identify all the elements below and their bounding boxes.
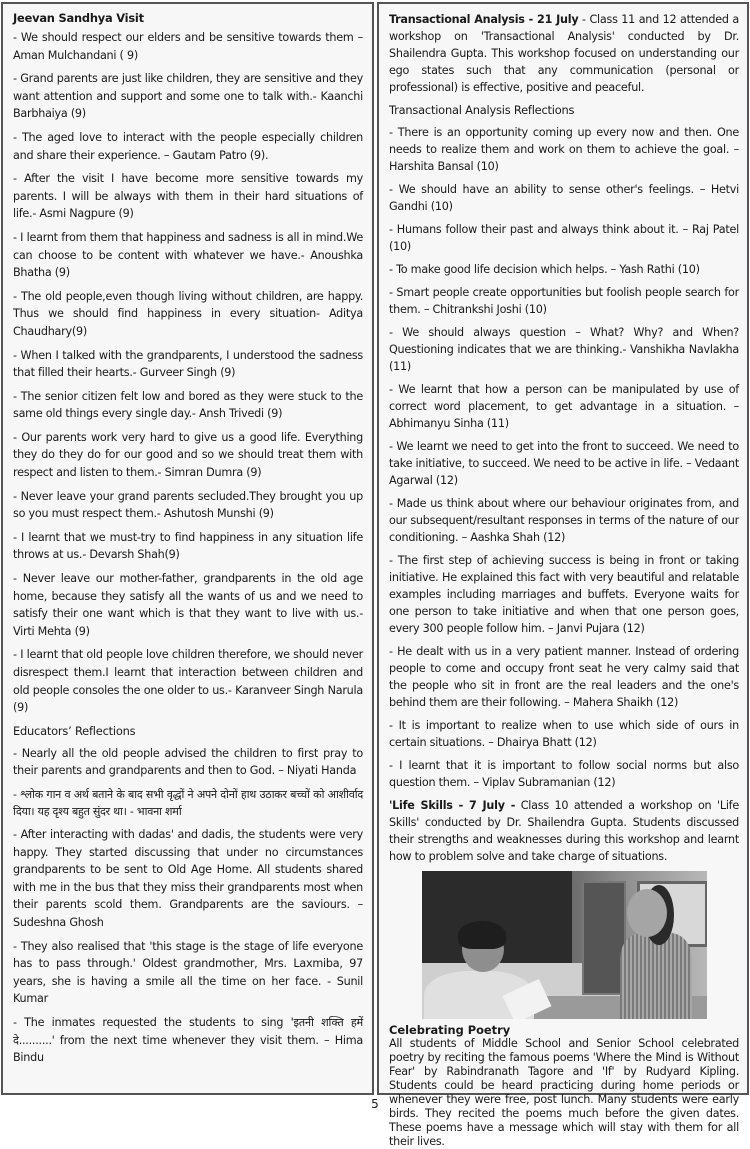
life-skills-intro [389, 797, 739, 865]
ta-reflection-item: - We should always question – What? Why? and When? Questioning indicates that we are thinking.- Vanshikha Navlakha (11) [389, 326, 739, 373]
reflection-item: - Our parents work very hard to give us a good life. Everything they do they do for our good and so we should treat them with respect and listen to them.- Simran Dumra (9) [13, 430, 363, 480]
right-column [377, 2, 749, 1148]
ta-reflection-item: - Humans follow their past and always think about it. – Raj Patel (10) [389, 223, 739, 253]
student-figure [620, 933, 692, 1019]
transactional-analysis-description: - Class 11 and 12 attended a workshop on 'Transactional Analysis' conducted by Dr. Shailendra Gupta. This workshop focused on understanding our ego states such that any communication (personal or professional) is effective, positive and peaceful. [389, 13, 739, 94]
section-title-celebrating-poetry: Celebrating Poetry [389, 1023, 511, 1037]
reflection-item: - Grand parents are just like children, they are sensitive and they want attention and support and some one to talk with.- Kaanchi Barbhaiya (9) [13, 72, 363, 121]
celebrating-poetry-text: All students of Middle School and Senior School celebrated poetry by reciting the famous poems 'Where the Mind is Without Fear' by Rabindranath Tagore and 'If' by Rudyard Kipling. Students could be heard practicing during home periods or whenever they were free, post lunch. Many students were early birds. They recited the poems much before the given dates. These poems have a message which will stay with them for all their lives. [389, 1037, 739, 1148]
educator-reflection-item: - After interacting with dadas' and dadis, the students were very happy. They started discussing that under no circumstances grandparents to be sent to Old Age Home. All students shared with me in the bus that they miss their grandparents most when their parents scold them. Grandparents are the saviours. – Sudeshna Ghosh [13, 827, 363, 929]
life-skills-description: Class 10 attended a workshop on 'Life Skills' conducted by Dr. Shailendra Gupta. Students discussed their strengths and weaknesses during this workshop and learnt how to problem solve and take charge of situations. [389, 799, 739, 863]
reflection-item: - The senior citizen felt low and bored as they were stuck to the same old things every single day.- Ansh Trivedi (9) [13, 389, 363, 421]
reflection-item: - The old people,even though living without children, are happy. Thus we should find happiness in every situation- Aditya Chaudhary(9) [13, 289, 363, 338]
educator-reflection-item: - Nearly all the old people advised the children to first pray to their parents and grandparents and then to God. – Niyati Handa [13, 746, 363, 778]
reflection-item: - After the visit I have become more sensitive towards my parents. I will be always with them in their hard situations of life.- Asmi Nagpure (9) [13, 172, 363, 221]
door [582, 881, 626, 995]
ta-reflection-item: - We should have an ability to sense other's feelings. – Hetvi Gandhi (10) [389, 183, 739, 213]
reflection-item: - I learnt that old people love children therefore, we should never disrespect them.I learnt that interaction between children and old people consoles the one older to us.- Karanveer Singh Narula (9) [13, 648, 363, 715]
educators-reflections-heading: Educators’ Reflections [13, 723, 136, 738]
ta-reflections-heading: Transactional Analysis Reflections [389, 103, 575, 117]
ta-reflection-item: - Made us think about where our behaviour originates from, and our subsequent/resultant responses in terms of the nature of our conditioning. – Aashka Shah (12) [389, 497, 739, 544]
teacher-hair [458, 921, 506, 949]
educator-reflection-item: - The inmates requested the students to sing 'इतनी शक्ति हमें दे..........' from the next time whenever they visit them. – Hima Bindu [13, 1015, 363, 1065]
ta-reflection-item: - I learnt that it is important to follow social norms but also question them. – Viplav Subramanian (12) [389, 759, 739, 789]
page-number: 5 [371, 1097, 379, 1111]
ta-reflection-item: - We learnt that how a person can be manipulated by use of correct word placement, to get advantage in a situation. – Abhimanyu Sinha (11) [389, 383, 739, 430]
left-column [1, 2, 374, 1095]
educator-reflection-item: - They also realised that 'this stage is the stage of life everyone has to pass through.' Oldest grandmother, Mrs. Laxmiba, 97 years, she is having a smile all the time on her face. - Sunil Kumar [13, 939, 363, 1006]
reflection-item: - I learnt that we must-try to find happiness in any situation life throws at us.- Devarsh Shah(9) [13, 530, 363, 562]
reflection-item: - Never leave our mother-father, grandparents in the old age home, because they satisfy all the wants of us and we need to satisfy their one want which is that they want to live with us.- Virti Mehta (9) [13, 572, 363, 638]
ta-reflection-item: - To make good life decision which helps. – Yash Rathi (10) [389, 263, 700, 276]
educator-reflection-item-hindi: - श्लोक गान व अर्थ बताने के बाद सभी वृद्धों ने अपने दोनों हाथ उठाकर बच्चों को आशीर्वाद दिया। यह दृश्य बहुत सुंदर था। - भावना शर्मा [13, 787, 363, 818]
ta-reflection-item: - It is important to realize when to use which side of ours in certain situations. – Dhairya Bhatt (12) [389, 719, 739, 749]
section-title-transactional-analysis: Transactional Analysis - 21 July [389, 13, 579, 26]
life-skills-photo [422, 871, 707, 1019]
reflection-item: - The aged love to interact with the people especially children and share their experience. – Gautam Patro (9). [13, 130, 363, 162]
transactional-analysis-intro [389, 11, 739, 96]
ta-reflection-item: - The first step of achieving success is being in front or taking initiative. He explained this fact with very beautiful and relatable examples including marriages and buffets. Everyone waits for one person to take initiative and when that one person goes, every 300 people follow him. – Janvi Pujara (12) [389, 554, 739, 635]
ta-reflection-item: - There is an opportunity coming up every now and then. One needs to realize them and work on them to achieve the goal. – Harshita Bansal (10) [389, 126, 739, 173]
section-title-life-skills: 'Life Skills - 7 July - [389, 799, 516, 812]
reflection-item: - We should respect our elders and be sensitive towards them – Aman Mulchandani ( 9) [13, 31, 363, 62]
reflection-item: - I learnt from them that happiness and sadness is all in mind.We can choose to be content with whatever we have.- Anoushka Bhatha (9) [13, 230, 363, 280]
reflection-item: - Never leave your grand parents secluded.They brought you up so you must respect them.- Ashutosh Munshi (9) [13, 489, 363, 521]
section-title-jeevan-sandhya: Jeevan Sandhya Visit [13, 11, 144, 25]
ta-reflection-item: - Smart people create opportunities but foolish people search for them. – Chitrankshi Joshi (10) [389, 286, 739, 316]
ta-reflection-item: - We learnt we need to get into the front to succeed. We need to take initiative, to succeed. We need to be active in life. – Vedaant Agarwal (12) [389, 440, 739, 487]
ta-reflection-item: - He dealt with us in a very patient manner. Instead of ordering people to come and occupy front seat he very calmy said that the people who sit in front are the real leaders and the one's behind them are their following. – Mahera Shaikh (12) [389, 645, 739, 709]
reflection-item: - When I talked with the grandparents, I understood the sadness that filled their hearts.- Gurveer Singh (9) [13, 348, 363, 380]
student-head [627, 889, 667, 937]
